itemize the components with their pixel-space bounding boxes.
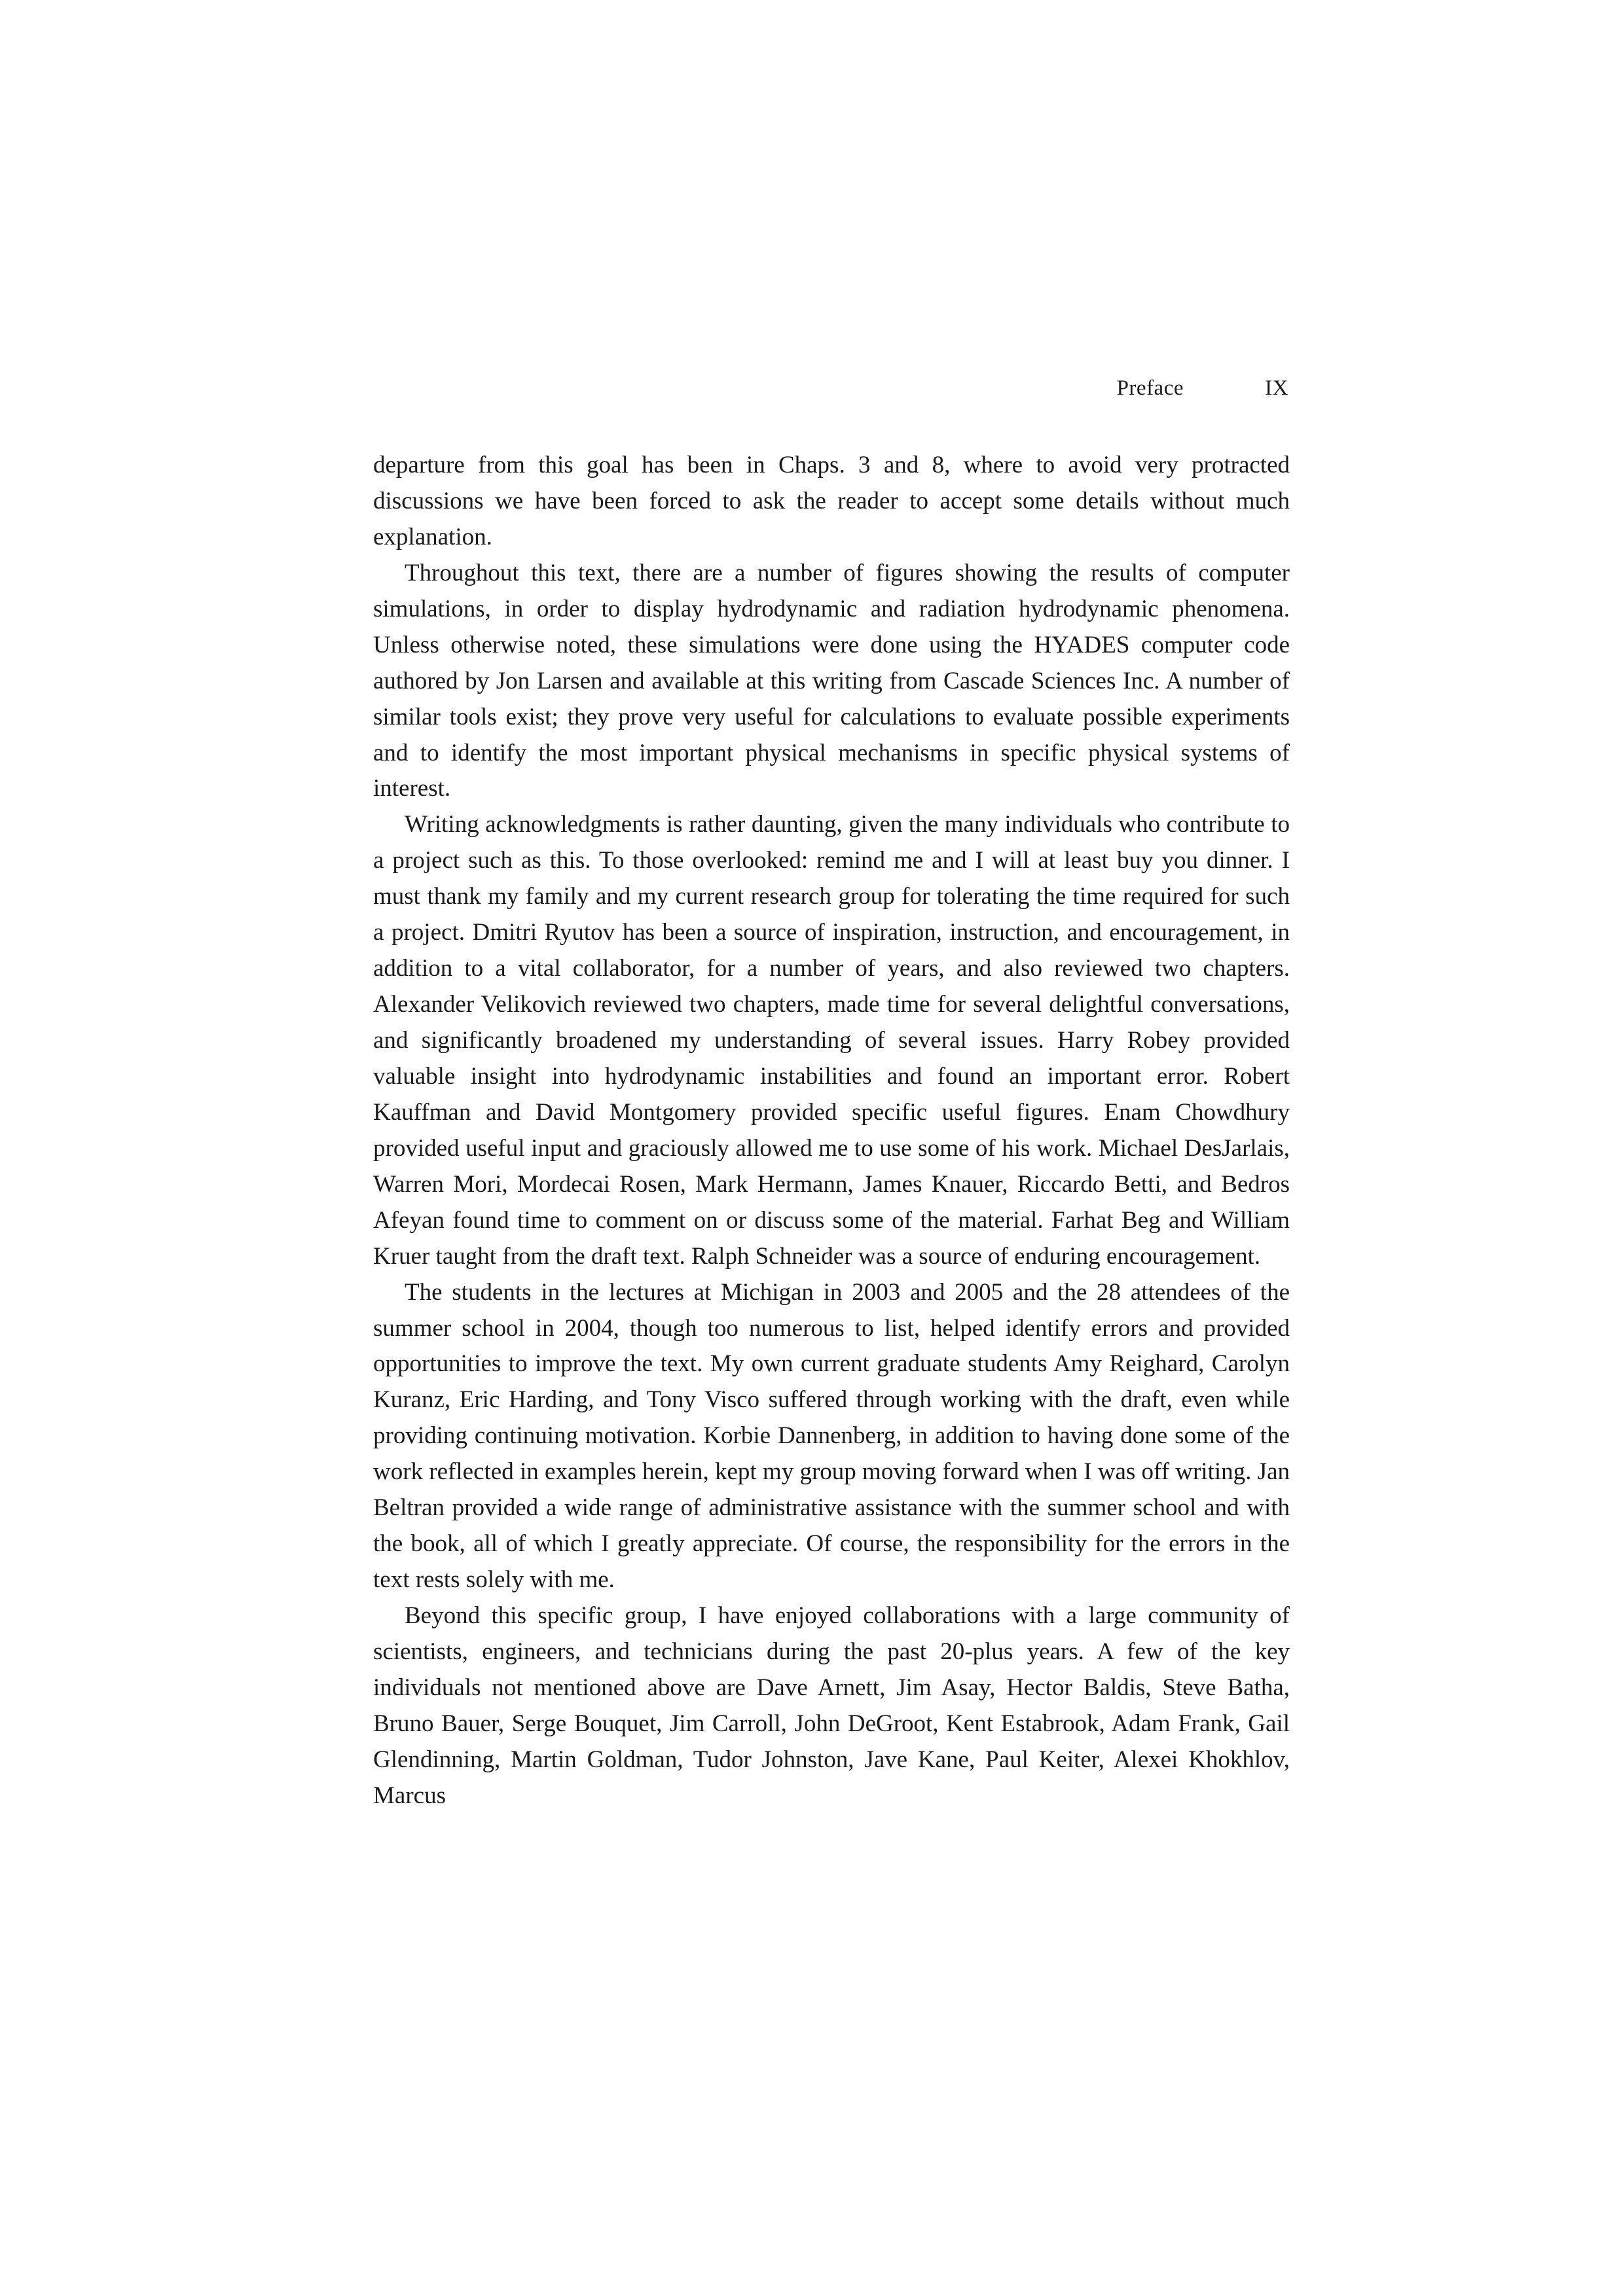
paragraph: departure from this goal has been in Chaps. 3 and 8, where to avoid very protracted discussions we have been forced to ask the reader to accept some details without much explanation. [373, 452, 1290, 550]
paragraph: The students in the lectures at Michigan in 2003 and 2005 and the 28 attendees of the summer school in 2004, though too numerous to list, helped identify errors and provided opportunities to improve the text. My own current graduate students Amy Reighard, Carolyn Kuranz, Eric Harding, and Tony Visco suffered through working with the draft, even while providing continuing motivation. Korbie Dannenberg, in addition to having done some of the work reflected in examples herein, kept my group moving forward when I was off writing. Jan Beltran provided a wide range of administrative assistance with the summer school and with the book, all of which I greatly appreciate. Of course, the responsibility for the errors in the text rests solely with me. [373, 1278, 1290, 1594]
page-number: IX [1265, 376, 1288, 400]
paragraph: Beyond this specific group, I have enjoyed collaborations with a large community of scientists, engineers, and technicians during the past 20-plus years. A few of the key individuals not mentioned above are Dave Arnett, Jim Asay, Hector Baldis, Steve Batha, Bruno Bauer, Serge Bouquet, Jim Carroll, John DeGroot, Kent Estabrook, Adam Frank, Gail Glendinning, Martin Goldman, Tudor Johnston, Jave Kane, Paul Keiter, Alexei Khokhlov, Marcus [373, 1602, 1290, 1809]
running-head [373, 376, 1290, 401]
paragraph: Writing acknowledgments is rather daunting, given the many individuals who contribute to a project such as this. To those overlooked: remind me and I will at least buy you dinner. I must thank my family and my current research group for tolerating the time required for such a project. Dmitri Ryutov has been a source of inspiration, instruction, and encouragement, in addition to a vital collaborator, for a number of years, and also reviewed two chapters. Alexander Velikovich reviewed two chapters, made time for several delightful conversations, and significantly broadened my understanding of several issues. Harry Robey provided valuable insight into hydrodynamic instabilities and found an important error. Robert Kauffman and David Montgomery provided specific useful figures. Enam Chowdhury provided useful input and graciously allowed me to use some of his work. Michael DesJarlais, Warren Mori, Mordecai Rosen, Mark Hermann, James Knauer, Riccardo Betti, and Bedros Afeyan found time to comment on or discuss some of the material. Farhat Beg and William Kruer taught from the draft text. Ralph Schneider was a source of enduring encouragement. [373, 811, 1290, 1270]
running-head-title: Preface [1116, 376, 1184, 400]
paragraph: Throughout this text, there are a number of figures showing the results of computer simulations, in order to display hydrodynamic and radiation hydrodynamic phenomena. Unless otherwise noted, these simulations were done using the HYADES computer code authored by Jon Larsen and available at this writing from Cascade Sciences Inc. A number of similar tools exist; they prove very useful for calculations to evaluate possible experiments and to identify the most important physical mechanisms in specific physical systems of interest. [373, 559, 1290, 802]
page-content [373, 376, 1290, 1814]
